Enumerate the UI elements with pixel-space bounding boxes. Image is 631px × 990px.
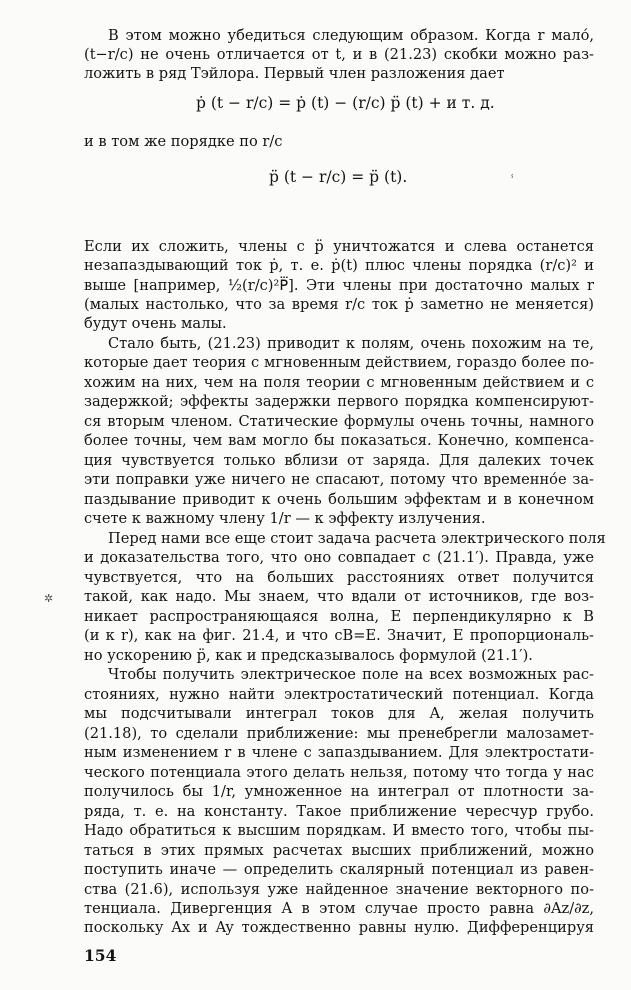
text-line: Если их сложить, члены с p̈ уничтожатся и слева останется bbox=[84, 238, 594, 255]
text-line: поступить иначе — определить скалярный потенциал из равен- bbox=[84, 861, 594, 878]
text-line: ным изменением r в члене с запаздыванием. Для электростати- bbox=[84, 744, 594, 761]
text-line: (и к r), как на фиг. 21.4, и что cB=E. Значит, E пропорциональ- bbox=[84, 627, 594, 644]
text-line: незапаздывающий ток ṗ, т. е. ṗ(t) плюс члены порядка (r/c)² и bbox=[84, 257, 594, 274]
text-line: выше [например, ½(r/c)²P⃛]. Эти члены при достаточно малых r bbox=[84, 277, 594, 294]
text-line: ряда, т. е. на константу. Такое приближение чересчур грубо. bbox=[84, 803, 594, 820]
text-line: мы подсчитывали интеграл токов для A, желая получить bbox=[84, 705, 594, 722]
text-line: ческого потенциала этого делать нельзя, потому что тогда у нас bbox=[84, 764, 594, 781]
text-line: которые дает теория с мгновенным действием, гораздо более по- bbox=[84, 354, 594, 371]
text-line: такой, как надо. Мы знаем, что вдали от источников, где воз- bbox=[84, 588, 594, 605]
text-line: таться в этих прямых расчетах высших приближений, можно bbox=[84, 842, 594, 859]
formula-second-derivative: p̈ (t − r/c) = p̈ (t). bbox=[269, 168, 408, 186]
text-line: хожим на них, чем на поля теории с мгновенным действием и с bbox=[84, 374, 594, 391]
text-line: В этом можно убедиться следующим образом. Когда r мало́, bbox=[108, 27, 594, 44]
text-line: стояниях, нужно найти электростатический потенциал. Когда bbox=[84, 686, 594, 703]
text-line: задержкой; эффекты задержки первого порядка компенсируют- bbox=[84, 393, 594, 410]
text-line: ложить в ряд Тэйлора. Первый член разложения дает bbox=[84, 65, 505, 82]
formula-taylor-expansion: ṗ (t − r/c) = ṗ (t) − (r/c) p̈ (t) + и т. д. bbox=[196, 94, 495, 112]
text-line: тенциала. Дивергенция A в этом случае просто равна ∂Az/∂z, bbox=[84, 900, 594, 917]
text-line: (21.18), то сделали приближение: мы пренебрегли малозамет- bbox=[84, 725, 594, 742]
text-line: паздывание приводит к очень большим эффектам и в конечном bbox=[84, 491, 594, 508]
text-line: эти поправки уже ничего не спасают, потому что временно́е за- bbox=[84, 471, 594, 488]
text-line: ства (21.6), используя уже найденное значение векторного по- bbox=[84, 881, 594, 898]
text-line: счете к важному члену 1/r — к эффекту излучения. bbox=[84, 510, 486, 527]
scan-speck: ⸯ bbox=[509, 175, 516, 188]
text-line: Чтобы получить электрическое поле на всех возможных рас- bbox=[108, 666, 594, 683]
text-line: ция чувствуется только вблизи от заряда. Для далеких точек bbox=[84, 452, 594, 469]
page-number: 154 bbox=[84, 946, 117, 965]
text-line: Надо обратиться к высшим порядкам. И вместо того, чтобы пы- bbox=[84, 822, 594, 839]
text-line: будут очень малы. bbox=[84, 315, 227, 332]
text-line: и доказательства того, что оно совпадает с (21.1′). Правда, уже bbox=[84, 549, 594, 566]
text-line: (малых настолько, что за время r/c ток ṗ заметно не меняется) bbox=[84, 296, 594, 313]
text-line: чувствуется, что на больших расстояниях ответ получится bbox=[84, 569, 594, 586]
text-line: и в том же порядке по r/c bbox=[84, 133, 283, 150]
text-line: ся вторым членом. Статические формулы очень точны, намного bbox=[84, 413, 594, 430]
text-line: получилось бы 1/r, умноженное на интеграл от плотности за- bbox=[84, 783, 594, 800]
text-line: никает распространяющаяся волна, E перпендикулярно к B bbox=[84, 608, 594, 625]
text-line: но ускорению p̈, как и предсказывалось формулой (21.1′). bbox=[84, 647, 533, 664]
text-line: поскольку Ax и Ay тождественно равны нулю. Дифференцируя bbox=[84, 919, 594, 936]
text-line: (t−r/c) не очень отличается от t, и в (21.23) скобки можно раз- bbox=[84, 46, 594, 63]
text-line: более точны, чем вам могло бы показаться. Конечно, компенса- bbox=[84, 432, 594, 449]
text-line: Стало быть, (21.23) приводит к полям, очень похожим на те, bbox=[108, 335, 594, 352]
text-line: Перед нами все еще стоит задача расчета электрического поля bbox=[108, 530, 606, 547]
scan-speck: ✲ bbox=[44, 592, 54, 605]
